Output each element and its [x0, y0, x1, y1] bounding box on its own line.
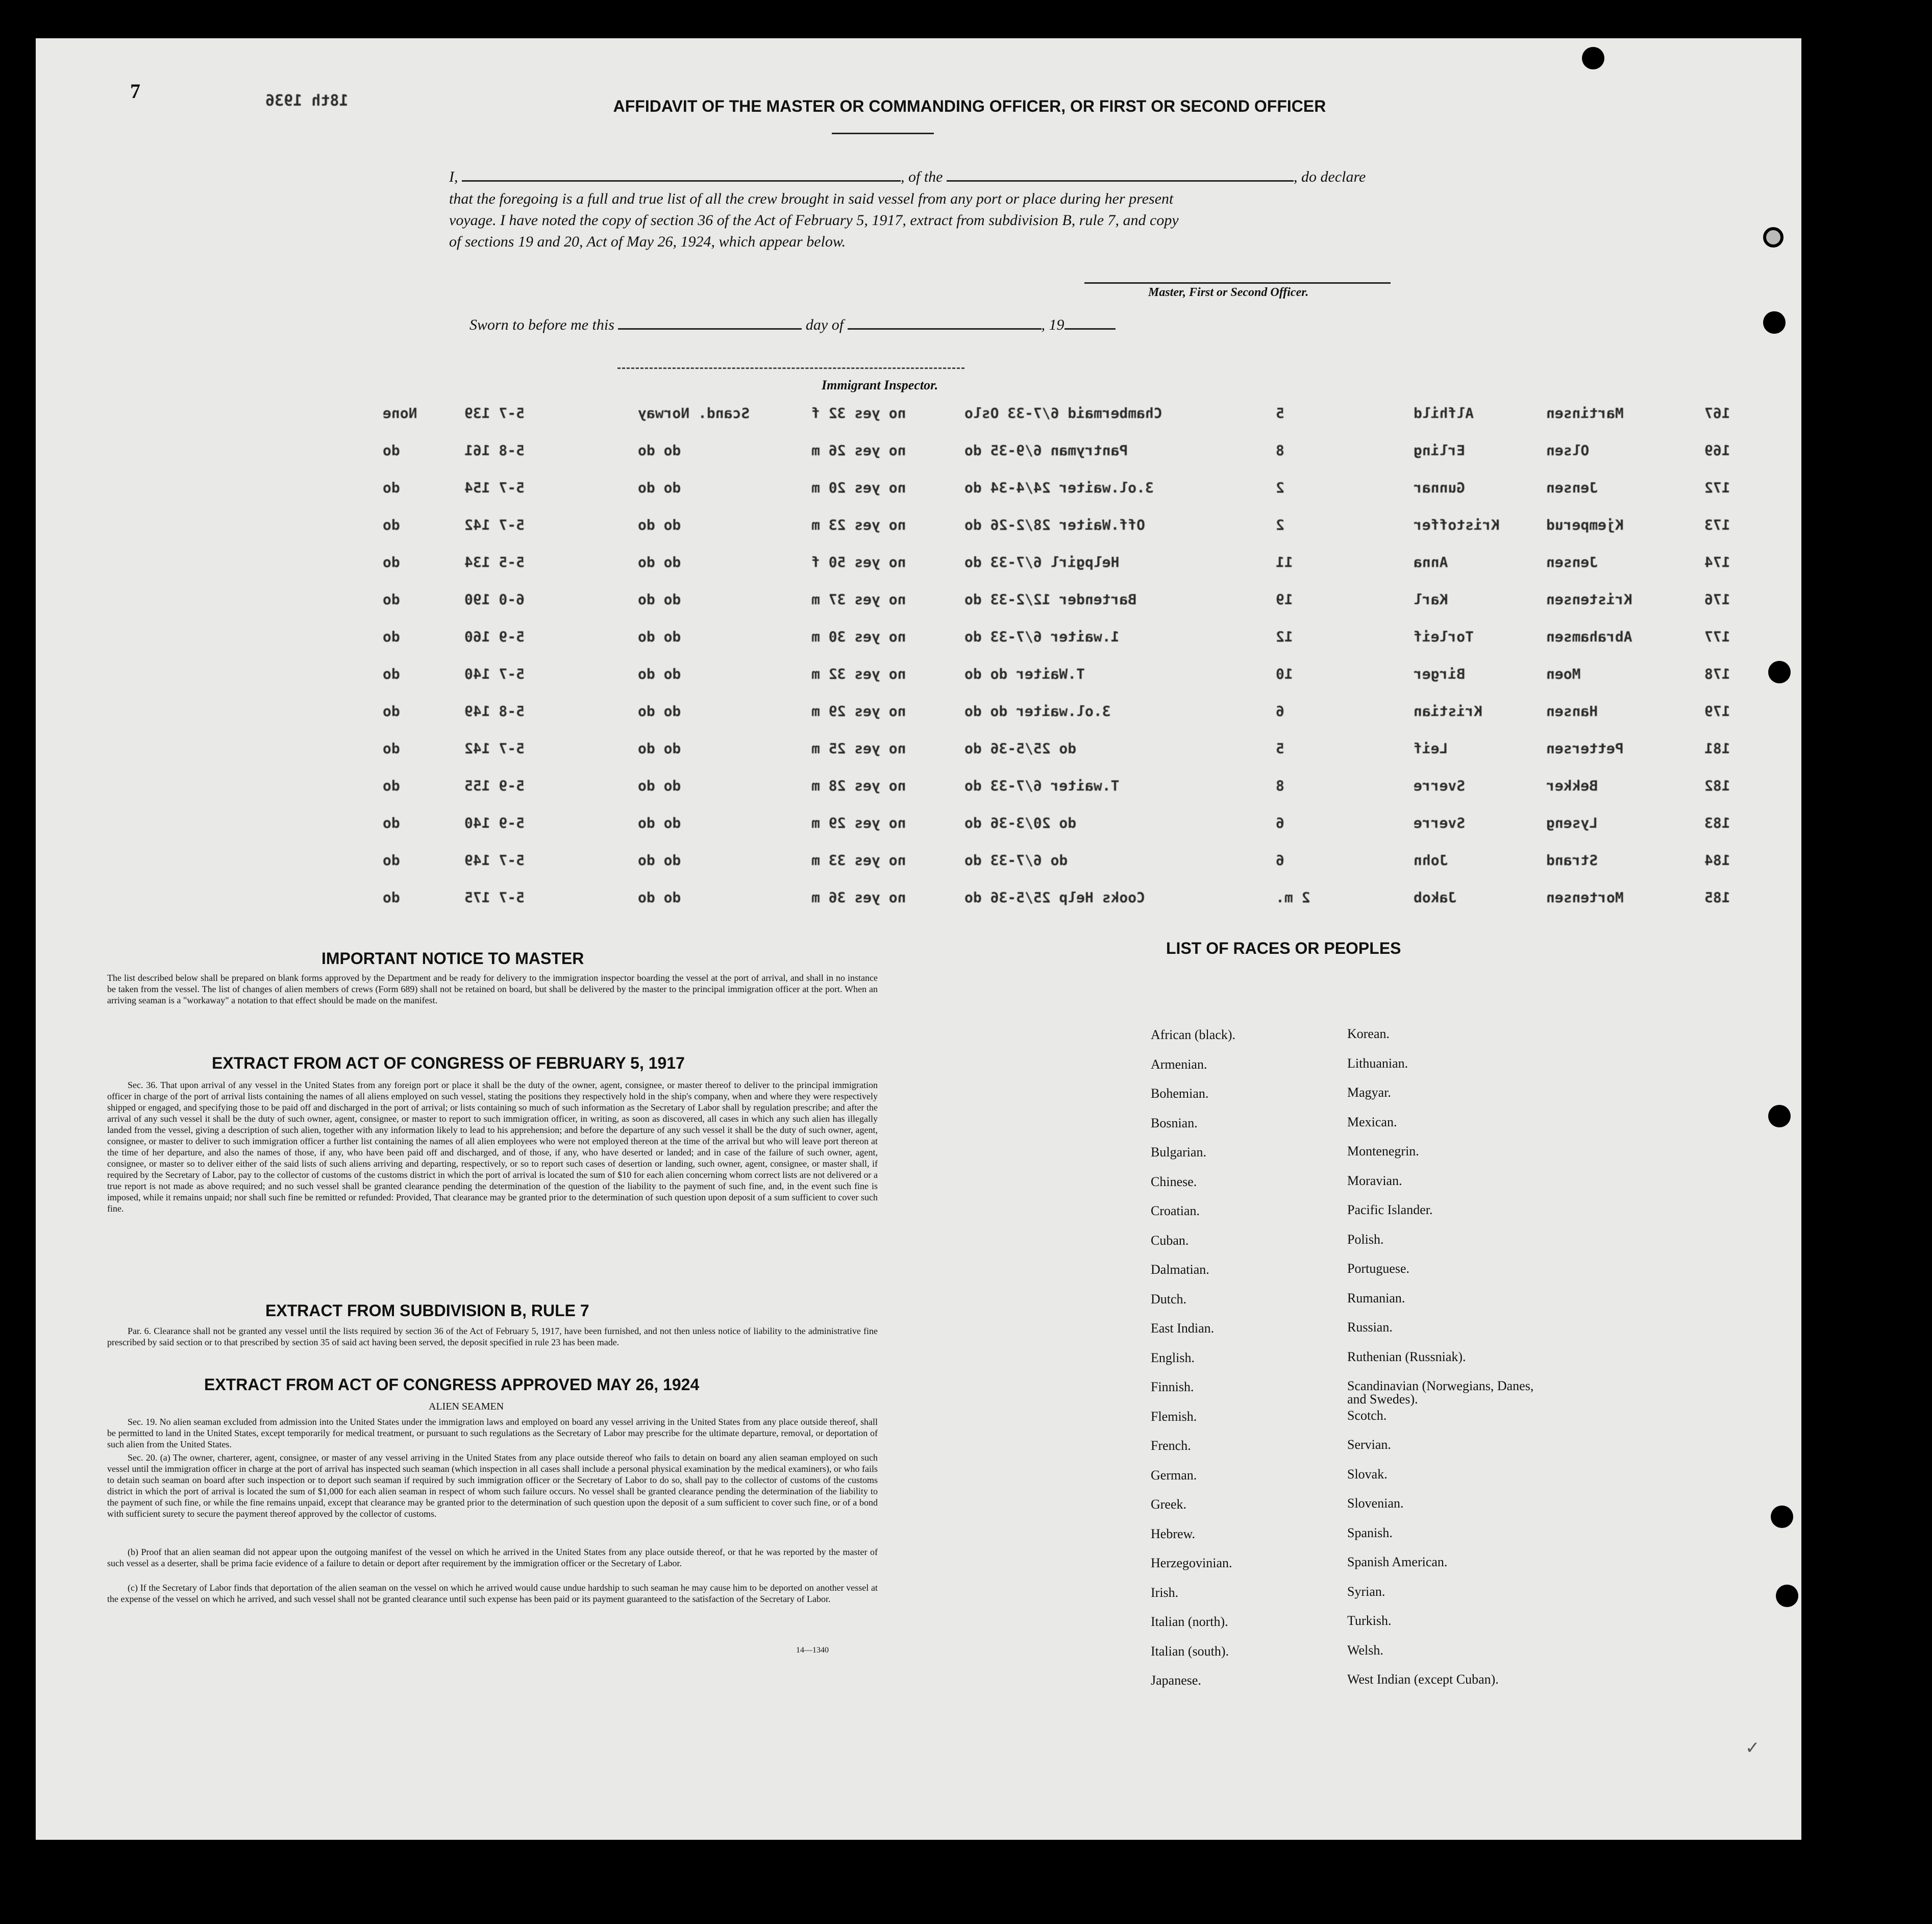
bleed-line: 176: [1704, 591, 1730, 608]
bleed-age: 2 m.: [1276, 889, 1310, 906]
race-item: Slovak.: [1347, 1466, 1388, 1482]
race-item: Bohemian.: [1151, 1086, 1209, 1101]
bleed-last: Mortensen: [1546, 889, 1624, 906]
bleed-race: do do: [638, 777, 681, 794]
race-item: Dalmatian.: [1151, 1262, 1209, 1277]
bleed-ht: 5-9 155: [464, 777, 525, 794]
bleed-ht: 5-9 160: [464, 628, 525, 645]
bleed-job: T.Waiter do do: [964, 665, 1085, 682]
bleed-race: do do: [638, 591, 681, 608]
race-item: Montenegrin.: [1347, 1144, 1419, 1158]
declaration-line-1: [449, 168, 1366, 186]
bleed-mid: no yes 33 m: [811, 852, 906, 869]
bleed-end: do: [383, 889, 400, 906]
extract-1924-sec20a: Sec. 20. (a) The owner, charterer, agent, consignee, or master of any vessel arriving in the United States from any place outside thereof who fails to detain on board any alien seaman employed on such vessel until the immigration officer in charge at the port of arrival has inspected such seaman (which inspection in all cases shall include a personal physical examination by the medical examiners), or who fails to detain such seaman on board after such inspection or to deport such seaman if required by such immigration officer or the Secretary of Labor to do so, shall pay to the collector of customs of the customs district in which the port of arrival is located the sum of $1,000 for each alien seaman in respect of whom such failure occurs. No vessel shall be granted clearance pending the determination of the liability to the payment of such fine, or while the fine remains unpaid, except that clearance may be granted prior to the determination of such question upon the deposit of a sum sufficient to cover such fine, or of a bond with sufficient surety to secure the payment thereof approved by the collector of customs.: [107, 1452, 878, 1519]
punch-hole: [1771, 1506, 1793, 1528]
race-item: Spanish American.: [1347, 1555, 1448, 1569]
bleed-job: Pantryman 6/9-35 do: [964, 442, 1128, 459]
bleed-job: 1.waiter 6/7-33 do: [964, 628, 1120, 645]
bleed-mid: no yes 32 f: [811, 405, 906, 422]
bleed-line: 172: [1704, 479, 1730, 496]
bleed-job: do 20/3-36 do: [964, 815, 1077, 831]
bleed-job: Helpgirl 6/7-33 do: [964, 554, 1120, 571]
race-item: Scandinavian (Norwegians, Danes, and Swedes).: [1347, 1378, 1534, 1407]
bleed-mid: no yes 20 m: [811, 479, 906, 496]
bleed-age: 5: [1276, 740, 1284, 757]
bleed-last: Abrahamsen: [1546, 628, 1632, 645]
race-item: Slovenian.: [1347, 1496, 1404, 1511]
bleed-first: John: [1414, 852, 1448, 869]
bleed-mid: no yes 37 m: [811, 591, 906, 608]
extract-1924-title: EXTRACT FROM ACT OF CONGRESS APPROVED MAY 26, 1924: [204, 1375, 700, 1394]
bleed-first: Alfhild: [1414, 405, 1474, 422]
bleed-race: do do: [638, 815, 681, 831]
declaration-of-the: , of the: [901, 168, 943, 185]
race-item: Korean.: [1347, 1026, 1390, 1041]
race-item: Italian (south).: [1151, 1643, 1229, 1659]
master-signature-line[interactable]: [1084, 282, 1391, 284]
bleed-end: do: [383, 479, 400, 496]
affidavit-title: AFFIDAVIT OF THE MASTER OR COMMANDING OFFICER, OR FIRST OR SECOND OFFICER: [613, 97, 1326, 115]
bleed-ht: 5-7 149: [464, 852, 525, 869]
bleed-last: Lyseng: [1546, 815, 1598, 831]
punch-hole: [1776, 1585, 1798, 1607]
punch-hole: [1582, 47, 1604, 69]
race-item: Lithuanian.: [1347, 1055, 1408, 1071]
sworn-year-label: , 19: [1041, 316, 1064, 333]
bleed-age: 6: [1276, 815, 1284, 831]
sworn-prefix: Sworn to before me this: [469, 316, 614, 333]
document-sheet: [36, 38, 1801, 1840]
bleed-last: Kjemperud: [1546, 516, 1624, 533]
race-item: Russian.: [1347, 1320, 1393, 1335]
bleed-race: do do: [638, 852, 681, 869]
bleed-last: Jensen: [1546, 479, 1598, 496]
bleed-job: Off.Waiter 28/2-26 do: [964, 516, 1146, 533]
bleed-line: 177: [1704, 628, 1730, 645]
race-item: Greek.: [1151, 1497, 1187, 1512]
bleed-first: Gunnar: [1414, 479, 1466, 496]
bleed-end: do: [383, 628, 400, 645]
bleed-end: do: [383, 554, 400, 571]
bleed-first: Anna: [1414, 554, 1448, 571]
race-item: Magyar.: [1347, 1085, 1391, 1100]
race-item: West Indian (except Cuban).: [1347, 1672, 1499, 1687]
bleed-mid: no yes 32 m: [811, 665, 906, 682]
bleed-last: Jensen: [1546, 554, 1598, 571]
bleed-first: Sverre: [1414, 815, 1466, 831]
bleed-age: 11: [1276, 554, 1293, 571]
race-item: East Indian.: [1151, 1321, 1215, 1336]
bleed-age: 5: [1276, 405, 1284, 422]
bleed-age: 8: [1276, 442, 1284, 459]
bleed-ht: 5-7 142: [464, 740, 525, 757]
bleed-ht: 6-0 190: [464, 591, 525, 608]
bleed-line: 184: [1704, 852, 1730, 869]
extract-rule7-text: Par. 6. Clearance shall not be granted any vessel until the lists required by section 36 of the Act of February 5, 1917, have been furnished, and not then unless notice of liability to the administrative fine prescribed by said section or to that prescribed by section 35 of said act having been served, the deposit specified in rule 23 has been made.: [107, 1326, 878, 1347]
bleed-age: 19: [1276, 591, 1293, 608]
bleed-first: Torleif: [1414, 628, 1474, 645]
race-item: Bulgarian.: [1151, 1145, 1207, 1160]
bleed-first: Jakob: [1414, 889, 1457, 906]
bleed-end: do: [383, 852, 400, 869]
bleed-end: do: [383, 516, 400, 533]
bleed-first: Kristian: [1414, 703, 1482, 720]
bleed-line: 185: [1704, 889, 1730, 906]
race-item: Herzegovinian.: [1151, 1556, 1232, 1570]
bleed-age: 6: [1276, 703, 1284, 720]
bleed-age: 2: [1276, 516, 1284, 533]
race-item: Ruthenian (Russniak).: [1347, 1349, 1466, 1364]
declaration-line-2: that the foregoing is a full and true list of all the crew brought in said vessel from any port or place during her present: [449, 190, 1174, 207]
bleed-line: 169: [1704, 442, 1730, 459]
race-item: Japanese.: [1151, 1673, 1201, 1688]
bleed-line: 179: [1704, 703, 1730, 720]
sworn-day-blank[interactable]: [618, 328, 802, 330]
bleed-job: Cooks Help 25/5-36 do: [964, 889, 1146, 906]
bleed-ht: 5-7 140: [464, 665, 525, 682]
race-item: Syrian.: [1347, 1584, 1385, 1599]
race-item: Bosnian.: [1151, 1115, 1198, 1130]
bleed-end: do: [383, 703, 400, 720]
bleed-first: Karl: [1414, 591, 1448, 608]
race-item: Portuguese.: [1347, 1261, 1410, 1276]
notice-title: IMPORTANT NOTICE TO MASTER: [321, 949, 584, 968]
race-item: French.: [1151, 1438, 1191, 1453]
race-item: Servian.: [1347, 1437, 1391, 1452]
bleed-end: None: [383, 405, 417, 422]
bleed-job: do 25/5-36 do: [964, 740, 1077, 757]
bleed-ht: 5-7 175: [464, 889, 525, 906]
declaration-line-3: voyage. I have noted the copy of section 36 of the Act of February 5, 1917, extract from subdivision B, rule 7, and copy: [449, 212, 1179, 229]
bleed-line: 178: [1704, 665, 1730, 682]
punch-hole: [1763, 311, 1786, 334]
bleed-age: 8: [1276, 777, 1284, 794]
extract-1924-sec19: Sec. 19. No alien seaman excluded from admission into the United States under the immigration laws and employed on board any vessel arriving in the United States from any place outside thereof, shall be permitted to land in the United States, except temporarily for medical treatment, or pursuant to such regulations as the Secretary of Labor may prescribe for the ultimate departure, removal, or deportation of such alien from the United States.: [107, 1417, 878, 1449]
declaration-i: I,: [449, 168, 458, 185]
bleed-first: Kristoffer: [1414, 516, 1500, 533]
bleed-mid: no yes 30 m: [811, 628, 906, 645]
inspector-signature-line[interactable]: [617, 367, 964, 369]
declaration-do-declare: , do declare: [1294, 168, 1366, 185]
bleed-job: Chambermaid 6/7-33 Oslo: [964, 405, 1162, 422]
race-item: Rumanian.: [1347, 1290, 1405, 1305]
bleed-line: 183: [1704, 815, 1730, 831]
bleed-ht: 5-5 134: [464, 554, 525, 571]
race-item: Welsh.: [1347, 1642, 1383, 1658]
race-item: Chinese.: [1151, 1174, 1197, 1189]
race-item: Dutch.: [1151, 1291, 1187, 1306]
sworn-month-blank[interactable]: [848, 328, 1042, 330]
bleed-line: 167: [1704, 405, 1730, 422]
extract-1924-sec20b: (b) Proof that an alien seaman did not appear upon the outgoing manifest of the vessel on which he arrived in the United States from any place outside thereof, or that he was reported by the master of such vessel as a deserter, shall be prima facie evidence of a failure to detain or deport after requirement by the immigration officer or the Secretary of Labor.: [107, 1547, 878, 1568]
bleed-mid: no yes 29 m: [811, 703, 906, 720]
vessel-name-blank[interactable]: [947, 180, 1294, 182]
notice-text: The list described below shall be prepared on blank forms approved by the Department and be ready for delivery to the immigration inspector boarding the vessel at the port of arrival, and shall in no instance be taken from the vessel. The list of changes of alien members of crews (Form 689) shall not be retained on board, but shall be delivered by the master to the principal immigration officer at the port. When an arriving seaman is a "workaway" a notation to that effect should be made on the manifest.: [107, 973, 878, 1005]
race-item: German.: [1151, 1467, 1197, 1483]
bleed-end: do: [383, 815, 400, 831]
inspector-label: Immigrant Inspector.: [822, 378, 938, 392]
bleed-last: Olsen: [1546, 442, 1590, 459]
race-item: English.: [1151, 1350, 1195, 1365]
bleed-end: do: [383, 777, 400, 794]
bleed-job: T.waiter 6/7-33 do: [964, 777, 1120, 794]
bleed-end: do: [383, 591, 400, 608]
race-item: Turkish.: [1347, 1613, 1392, 1628]
bleed-race: do do: [638, 889, 681, 906]
bleed-end: do: [383, 740, 400, 757]
bleed-last: Strand: [1546, 852, 1598, 869]
bleed-race: do do: [638, 554, 681, 571]
bleed-mid: no yes 36 m: [811, 889, 906, 906]
bleed-mid: no yes 25 m: [811, 740, 906, 757]
bleed-job: 3.ol.waiter 24/4-34 do: [964, 479, 1154, 496]
bleed-mid: no yes 29 m: [811, 815, 906, 831]
bleed-ht: 5-8 161: [464, 442, 525, 459]
extract-1917-text: Sec. 36. That upon arrival of any vessel in the United States from any foreign port or place it shall be the duty of the owner, agent, consignee, or master thereof to deliver to the principal immigration officer in charge of the port of arrival lists containing the names of all aliens employed on such vessel, stating the positions they respectively hold in the ship's company, when and where they were respectively shipped or engaged, and specifying those to be paid off and discharged in the port of arrival; or lists containing so much of such information as the Secretary of Labor shall by regulation prescribe; and after the arrival of any such vessel it shall be the duty of such owner, agent, consignee, or master to report to such immigration officer, in writing, as soon as discovered, all cases in which any such alien has illegally landed from the vessel, giving a description of such alien, together with any information likely to lead to his apprehension; and before the departure of any such vessel it shall be the duty of such owner, agent, consignee, or master to deliver to such immigration officer a further list containing the names of all alien employees who were not employed thereon at the time of the arrival but who will leave port thereon at the time of her departure, and also the names of those, if any, who have been paid off and discharged, and of those, if any, who have deserted or landed; and in case of the failure of such owner, agent, consignee, or master so to deliver either of the said lists of such aliens arriving and departing, respectively, or so to report such cases of desertion or landing, such owner, agent, consignee, or master shall, if required by the Secretary of Labor, pay to the collector of customs of the customs district in which the port of arrival is located the sum of $10 for each alien concerning whom correct lists are not delivered or a true report is not made as above required; and no such vessel shall be granted clearance pending the determination of the question of the liability to the payment of such fine, and, in the event such fine is imposed, while it remains unpaid; nor shall such fine be remitted or refunded: Provided, That clearance may be granted prior to the determination of such question upon deposit of a sum sufficient to cover such fine.: [107, 1080, 878, 1214]
race-item: Armenian.: [1151, 1056, 1207, 1072]
bleed-line: 174: [1704, 554, 1730, 571]
bleed-end: do: [383, 665, 400, 682]
bleed-race: do do: [638, 516, 681, 533]
bleed-first: Erling: [1414, 442, 1466, 459]
bleed-last: Martinsen: [1546, 405, 1624, 422]
bleed-mid: no yes 28 m: [811, 777, 906, 794]
bleed-last: Kristensen: [1546, 591, 1632, 608]
race-item: Mexican.: [1347, 1114, 1397, 1129]
race-item: Pacific Islander.: [1347, 1202, 1433, 1217]
bleed-mid: no yes 23 m: [811, 516, 906, 533]
bleed-line: 173: [1704, 516, 1730, 533]
race-item: Finnish.: [1151, 1379, 1194, 1394]
form-number: 14—1340: [796, 1646, 829, 1655]
bleed-line: 182: [1704, 777, 1730, 794]
bleed-race: do do: [638, 442, 681, 459]
race-item: Croatian.: [1151, 1203, 1200, 1218]
extract-1924-subtitle: ALIEN SEAMEN: [429, 1401, 504, 1412]
bleed-race: do do: [638, 703, 681, 720]
bleed-line: 181: [1704, 740, 1730, 757]
bleed-ht: 5-7 142: [464, 516, 525, 533]
bleed-last: Moen: [1546, 665, 1581, 682]
extract-1917-title: EXTRACT FROM ACT OF CONGRESS OF FEBRUARY 5, 1917: [212, 1054, 685, 1072]
bleed-end: do: [383, 442, 400, 459]
extract-1924-sec20c: (c) If the Secretary of Labor finds that deportation of the alien seaman on the vessel on which he arrived would cause undue hardship to such seaman he may cause him to be deported on another vessel at the expense of the vessel on which he arrived, and such vessel shall not be granted clearance until such expense has been paid or its payment guaranteed to the satisfaction of the Secretary of Labor.: [107, 1583, 878, 1604]
race-item: Polish.: [1347, 1231, 1384, 1247]
bleed-race: Scand. Norway: [638, 405, 750, 422]
check-mark: ✓: [1745, 1739, 1760, 1758]
bleed-race: do do: [638, 665, 681, 682]
bleed-last: Hansen: [1546, 703, 1598, 720]
bleed-last: Bekker: [1546, 777, 1598, 794]
bleed-last: Pettersen: [1546, 740, 1624, 757]
bleed-race: do do: [638, 479, 681, 496]
sworn-line: [469, 316, 1116, 334]
race-item: Flemish.: [1151, 1409, 1197, 1424]
race-item: Irish.: [1151, 1585, 1179, 1600]
bleed-mid: no yes 50 f: [811, 554, 906, 571]
bleed-age: 10: [1276, 665, 1293, 682]
sworn-year-blank[interactable]: [1064, 328, 1116, 330]
bleed-ht: 5-7 139: [464, 405, 525, 422]
bleed-header-date: 18th 1936: [265, 92, 349, 110]
declaration-line-4: of sections 19 and 20, Act of May 26, 1924, which appear below.: [449, 233, 846, 250]
punch-hole: [1768, 1105, 1791, 1127]
bleed-ht: 5-9 140: [464, 815, 525, 831]
race-item: Moravian.: [1347, 1173, 1402, 1188]
race-item: Cuban.: [1151, 1232, 1189, 1248]
corner-mark: 7: [130, 80, 140, 103]
race-item: Italian (north).: [1151, 1614, 1228, 1629]
extract-rule7-title: EXTRACT FROM SUBDIVISION B, RULE 7: [265, 1301, 589, 1320]
bleed-ht: 5-7 154: [464, 479, 525, 496]
master-signature-label: Master, First or Second Officer.: [1148, 286, 1309, 299]
bleed-race: do do: [638, 628, 681, 645]
sworn-day-label: day of: [805, 316, 844, 333]
bleed-first: Sverre: [1414, 777, 1466, 794]
bleed-first: Leif: [1414, 740, 1448, 757]
punch-hole: [1763, 227, 1784, 248]
race-item: African (black).: [1151, 1027, 1236, 1042]
race-item: Hebrew.: [1151, 1526, 1196, 1541]
bleed-first: Birger: [1414, 665, 1466, 682]
bleed-ht: 5-8 149: [464, 703, 525, 720]
bleed-mid: no yes 26 m: [811, 442, 906, 459]
race-item: Scotch.: [1347, 1408, 1387, 1423]
bleed-age: 6: [1276, 852, 1284, 869]
title-rule: [832, 133, 934, 134]
bleed-job: Bartender 12/2-33 do: [964, 591, 1137, 608]
race-item: Spanish.: [1347, 1525, 1393, 1540]
officer-name-blank[interactable]: [462, 180, 901, 182]
bleed-age: 12: [1276, 628, 1293, 645]
races-title: LIST OF RACES OR PEOPLES: [1166, 939, 1401, 957]
bleed-job: do 6/7-33 do: [964, 852, 1068, 869]
bleed-race: do do: [638, 740, 681, 757]
bleed-job: 3.ol.waiter do do: [964, 703, 1111, 720]
bleed-age: 2: [1276, 479, 1284, 496]
punch-hole: [1768, 661, 1791, 683]
